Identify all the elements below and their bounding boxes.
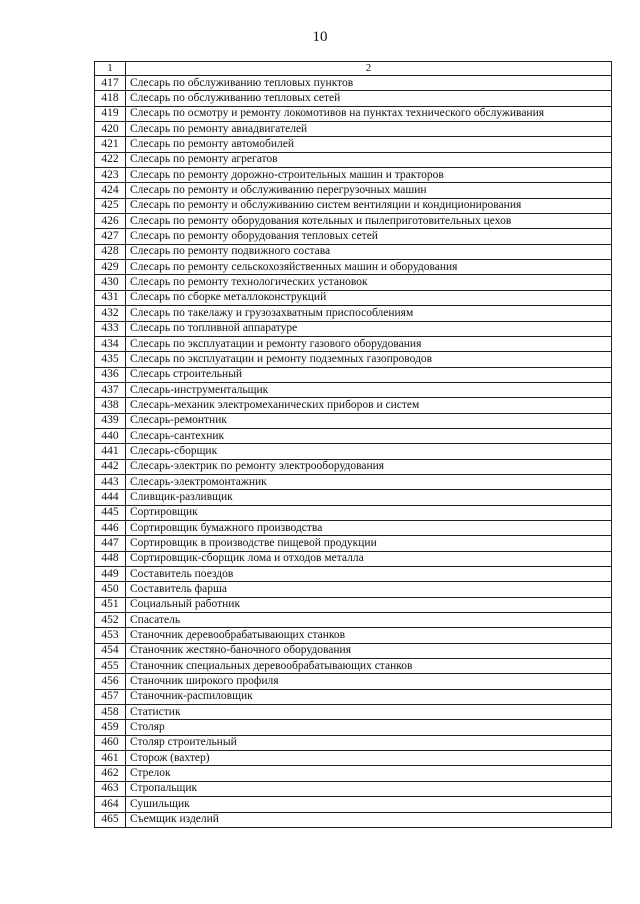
profession-name: Станочник-распиловщик xyxy=(126,689,612,704)
row-number: 448 xyxy=(95,551,126,566)
table-row xyxy=(95,551,612,566)
row-number: 445 xyxy=(95,505,126,520)
profession-name: Слесарь-электромонтажник xyxy=(126,474,612,489)
profession-name: Столяр xyxy=(126,720,612,735)
row-number: 465 xyxy=(95,812,126,827)
profession-name: Слесарь по ремонту и обслуживанию перегрузочных машин xyxy=(126,183,612,198)
profession-name: Спасатель xyxy=(126,613,612,628)
table-row xyxy=(95,168,612,183)
table-row xyxy=(95,751,612,766)
profession-name: Слесарь-механик электромеханических приборов и систем xyxy=(126,398,612,413)
row-number: 459 xyxy=(95,720,126,735)
table-row xyxy=(95,490,612,505)
table-row xyxy=(95,229,612,244)
profession-name: Станочник жестяно-баночного оборудования xyxy=(126,643,612,658)
table-row xyxy=(95,260,612,275)
row-number: 439 xyxy=(95,413,126,428)
row-number: 457 xyxy=(95,689,126,704)
row-number: 449 xyxy=(95,567,126,582)
column-header-name: 2 xyxy=(126,62,612,76)
row-number: 452 xyxy=(95,613,126,628)
profession-name: Слесарь по ремонту авиадвигателей xyxy=(126,122,612,137)
table-row xyxy=(95,735,612,750)
profession-name: Слесарь строительный xyxy=(126,367,612,382)
table-row xyxy=(95,428,612,443)
row-number: 456 xyxy=(95,674,126,689)
table-row xyxy=(95,613,612,628)
row-number: 428 xyxy=(95,244,126,259)
row-number: 422 xyxy=(95,152,126,167)
profession-name: Слесарь-сантехник xyxy=(126,428,612,443)
table-row xyxy=(95,720,612,735)
profession-name: Слесарь по топливной аппаратуре xyxy=(126,321,612,336)
profession-name: Слесарь по ремонту оборудования тепловых сетей xyxy=(126,229,612,244)
profession-name: Слесарь по эксплуатации и ремонту газового оборудования xyxy=(126,336,612,351)
profession-name: Слесарь по ремонту и обслуживанию систем вентиляции и кондиционирования xyxy=(126,198,612,213)
profession-name: Слесарь по ремонту дорожно-строительных машин и тракторов xyxy=(126,168,612,183)
table-header-row xyxy=(95,62,612,76)
profession-name: Слесарь-электрик по ремонту электрооборудования xyxy=(126,459,612,474)
profession-name: Слесарь по такелажу и грузозахватным приспособлениям xyxy=(126,306,612,321)
row-number: 417 xyxy=(95,76,126,91)
table-row xyxy=(95,398,612,413)
table-row xyxy=(95,536,612,551)
row-number: 419 xyxy=(95,106,126,121)
row-number: 451 xyxy=(95,597,126,612)
table-row xyxy=(95,336,612,351)
table-row xyxy=(95,122,612,137)
table-body xyxy=(95,62,612,828)
profession-name: Слесарь-ремонтник xyxy=(126,413,612,428)
table-row xyxy=(95,705,612,720)
table-row xyxy=(95,797,612,812)
row-number: 447 xyxy=(95,536,126,551)
table-row xyxy=(95,413,612,428)
table-row xyxy=(95,306,612,321)
row-number: 418 xyxy=(95,91,126,106)
row-number: 450 xyxy=(95,582,126,597)
row-number: 423 xyxy=(95,168,126,183)
row-number: 427 xyxy=(95,229,126,244)
row-number: 432 xyxy=(95,306,126,321)
table-row xyxy=(95,352,612,367)
table-row xyxy=(95,152,612,167)
profession-name: Слесарь по обслуживанию тепловых пунктов xyxy=(126,76,612,91)
profession-name: Слесарь по осмотру и ремонту локомотивов на пунктах технического обслуживания xyxy=(126,106,612,121)
table-row xyxy=(95,290,612,305)
profession-name: Слесарь-сборщик xyxy=(126,444,612,459)
row-number: 455 xyxy=(95,659,126,674)
row-number: 442 xyxy=(95,459,126,474)
table-row xyxy=(95,91,612,106)
profession-name: Слесарь по ремонту сельскохозяйственных машин и оборудования xyxy=(126,260,612,275)
row-number: 430 xyxy=(95,275,126,290)
table-row xyxy=(95,459,612,474)
row-number: 434 xyxy=(95,336,126,351)
profession-name: Слесарь по ремонту технологических установок xyxy=(126,275,612,290)
table-row xyxy=(95,689,612,704)
profession-name: Слесарь по ремонту оборудования котельных и пылеприготовительных цехов xyxy=(126,214,612,229)
table-row xyxy=(95,520,612,535)
row-number: 440 xyxy=(95,428,126,443)
profession-name: Социальный работник xyxy=(126,597,612,612)
row-number: 438 xyxy=(95,398,126,413)
table-row xyxy=(95,597,612,612)
table-row xyxy=(95,628,612,643)
profession-name: Станочник широкого профиля xyxy=(126,674,612,689)
row-number: 421 xyxy=(95,137,126,152)
table-row xyxy=(95,214,612,229)
table-row xyxy=(95,766,612,781)
profession-name: Столяр строительный xyxy=(126,735,612,750)
table-row xyxy=(95,505,612,520)
row-number: 454 xyxy=(95,643,126,658)
profession-name: Сторож (вахтер) xyxy=(126,751,612,766)
table-row xyxy=(95,321,612,336)
profession-name: Сортировщик бумажного производства xyxy=(126,520,612,535)
professions-table xyxy=(94,61,612,828)
table-row xyxy=(95,444,612,459)
row-number: 424 xyxy=(95,183,126,198)
table-row xyxy=(95,659,612,674)
table-row xyxy=(95,76,612,91)
table-row xyxy=(95,275,612,290)
row-number: 453 xyxy=(95,628,126,643)
table-row xyxy=(95,567,612,582)
profession-name: Сушильщик xyxy=(126,797,612,812)
table-row xyxy=(95,812,612,827)
row-number: 425 xyxy=(95,198,126,213)
profession-name: Составитель фарша xyxy=(126,582,612,597)
table-row xyxy=(95,382,612,397)
profession-name: Статистик xyxy=(126,705,612,720)
row-number: 435 xyxy=(95,352,126,367)
profession-name: Сортировщик xyxy=(126,505,612,520)
column-header-number: 1 xyxy=(95,62,126,76)
table-row xyxy=(95,367,612,382)
row-number: 444 xyxy=(95,490,126,505)
row-number: 426 xyxy=(95,214,126,229)
table-row xyxy=(95,106,612,121)
row-number: 464 xyxy=(95,797,126,812)
table-row xyxy=(95,643,612,658)
row-number: 446 xyxy=(95,520,126,535)
row-number: 461 xyxy=(95,751,126,766)
profession-name: Сливщик-разливщик xyxy=(126,490,612,505)
row-number: 436 xyxy=(95,367,126,382)
profession-name: Стропальщик xyxy=(126,781,612,796)
profession-name: Слесарь по эксплуатации и ремонту подземных газопроводов xyxy=(126,352,612,367)
profession-name: Слесарь по обслуживанию тепловых сетей xyxy=(126,91,612,106)
profession-name: Станочник деревообрабатывающих станков xyxy=(126,628,612,643)
table-row xyxy=(95,183,612,198)
profession-name: Станочник специальных деревообрабатывающих станков xyxy=(126,659,612,674)
table-row xyxy=(95,674,612,689)
profession-name: Составитель поездов xyxy=(126,567,612,582)
row-number: 443 xyxy=(95,474,126,489)
row-number: 437 xyxy=(95,382,126,397)
row-number: 431 xyxy=(95,290,126,305)
row-number: 458 xyxy=(95,705,126,720)
table-row xyxy=(95,474,612,489)
table-row xyxy=(95,582,612,597)
row-number: 429 xyxy=(95,260,126,275)
profession-name: Слесарь по ремонту автомобилей xyxy=(126,137,612,152)
table-row xyxy=(95,781,612,796)
row-number: 462 xyxy=(95,766,126,781)
row-number: 441 xyxy=(95,444,126,459)
profession-name: Слесарь-инструментальщик xyxy=(126,382,612,397)
profession-name: Слесарь по ремонту агрегатов xyxy=(126,152,612,167)
profession-name: Съемщик изделий xyxy=(126,812,612,827)
table-row xyxy=(95,198,612,213)
profession-name: Стрелок xyxy=(126,766,612,781)
profession-name: Слесарь по сборке металлоконструкций xyxy=(126,290,612,305)
profession-name: Сортировщик в производстве пищевой продукции xyxy=(126,536,612,551)
table-row xyxy=(95,244,612,259)
profession-name: Сортировщик-сборщик лома и отходов металла xyxy=(126,551,612,566)
row-number: 433 xyxy=(95,321,126,336)
row-number: 420 xyxy=(95,122,126,137)
table-row xyxy=(95,137,612,152)
page-number: 10 xyxy=(312,29,328,45)
row-number: 460 xyxy=(95,735,126,750)
profession-name: Слесарь по ремонту подвижного состава xyxy=(126,244,612,259)
row-number: 463 xyxy=(95,781,126,796)
